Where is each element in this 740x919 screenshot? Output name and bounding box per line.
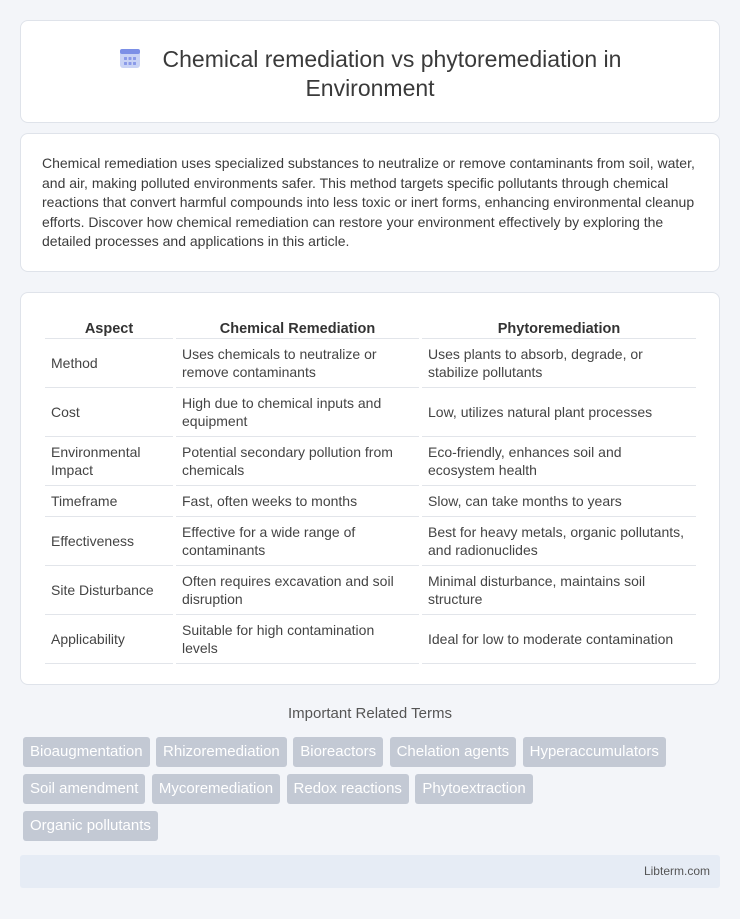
table-row bbox=[45, 615, 696, 664]
tag-chelation-agents[interactable]: Chelation agents bbox=[390, 737, 517, 767]
tag-phytoextraction[interactable]: Phytoextraction bbox=[415, 774, 532, 804]
tag-mycoremediation[interactable]: Mycoremediation bbox=[152, 774, 280, 804]
header-phytoremediation: Phytoremediation bbox=[422, 315, 696, 339]
title-line-1: Chemical remediation vs phytoremediation in bbox=[162, 46, 622, 72]
table-cell: Fast, often weeks to months bbox=[176, 486, 419, 517]
table-cell: Minimal disturbance, maintains soil structure bbox=[422, 566, 696, 615]
table-cell: Potential secondary pollution from chemicals bbox=[176, 437, 419, 486]
title-line-2: Environment bbox=[305, 75, 435, 101]
calendar-icon bbox=[119, 47, 141, 69]
table-row bbox=[45, 486, 696, 517]
table-row bbox=[45, 566, 696, 615]
table-cell: Site Disturbance bbox=[45, 566, 173, 615]
table-cell: Ideal for low to moderate contamination bbox=[422, 615, 696, 664]
tag-bioaugmentation[interactable]: Bioaugmentation bbox=[23, 737, 150, 767]
related-terms-list bbox=[23, 737, 723, 848]
title-card bbox=[20, 20, 720, 123]
table-cell: Uses chemicals to neutralize or remove contaminants bbox=[176, 339, 419, 388]
table-row bbox=[45, 339, 696, 388]
table-cell: Low, utilizes natural plant processes bbox=[422, 388, 696, 437]
table-cell: Uses plants to absorb, degrade, or stabilize pollutants bbox=[422, 339, 696, 388]
table-header-row bbox=[45, 315, 696, 339]
table-cell: Environmental Impact bbox=[45, 437, 173, 486]
header-aspect: Aspect bbox=[45, 315, 173, 339]
table-cell: Effective for a wide range of contaminants bbox=[176, 517, 419, 566]
intro-paragraph: Chemical remediation uses specialized substances to neutralize or remove contaminants from soil, water, and air, making polluted environments safer. This method targets specific pollutants through chemical reactions that convert harmful compounds into less toxic or inert forms, enhancing environmental cleanup efforts. Discover how chemical remediation can restore your environment effectively by exploring the detailed processes and applications in this article. bbox=[42, 155, 695, 249]
table-cell: Often requires excavation and soil disruption bbox=[176, 566, 419, 615]
table-cell: Timeframe bbox=[45, 486, 173, 517]
tag-organic-pollutants[interactable]: Organic pollutants bbox=[23, 811, 158, 841]
page-title bbox=[21, 45, 719, 103]
table-cell: Best for heavy metals, organic pollutants, and radionuclides bbox=[422, 517, 696, 566]
table-row bbox=[45, 517, 696, 566]
table-cell: Method bbox=[45, 339, 173, 388]
table-cell: Cost bbox=[45, 388, 173, 437]
tag-bioreactors[interactable]: Bioreactors bbox=[293, 737, 383, 767]
table-cell: Effectiveness bbox=[45, 517, 173, 566]
comparison-table bbox=[42, 315, 699, 664]
tag-soil-amendment[interactable]: Soil amendment bbox=[23, 774, 145, 804]
tag-hyperaccumulators[interactable]: Hyperaccumulators bbox=[523, 737, 666, 767]
footer bbox=[20, 855, 720, 888]
tag-redox-reactions[interactable]: Redox reactions bbox=[287, 774, 409, 804]
table-cell: Suitable for high contamination levels bbox=[176, 615, 419, 664]
tag-rhizoremediation[interactable]: Rhizoremediation bbox=[156, 737, 287, 767]
related-terms-title: Important Related Terms bbox=[288, 705, 452, 722]
comparison-card bbox=[20, 292, 720, 685]
table-cell: Applicability bbox=[45, 615, 173, 664]
footer-brand[interactable]: Libterm.com bbox=[643, 864, 710, 878]
header-chemical-remediation: Chemical Remediation bbox=[176, 315, 419, 339]
table-row bbox=[45, 388, 696, 437]
intro-card bbox=[20, 133, 720, 272]
table-cell: Slow, can take months to years bbox=[422, 486, 696, 517]
table-cell: Eco-friendly, enhances soil and ecosystem health bbox=[422, 437, 696, 486]
table-row bbox=[45, 437, 696, 486]
table-cell: High due to chemical inputs and equipment bbox=[176, 388, 419, 437]
